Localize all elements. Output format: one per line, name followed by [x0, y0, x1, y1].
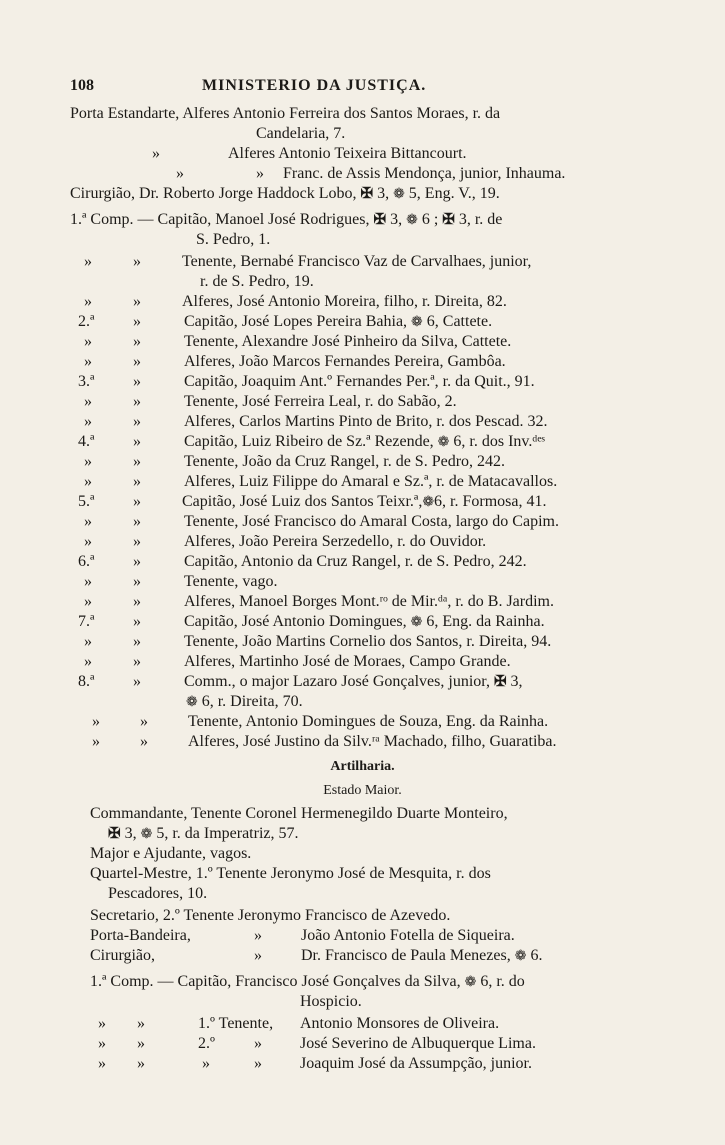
- cross-insignia-icon: ✠: [493, 674, 507, 690]
- porta-bandeira-name: João Antonio Fotella de Siqueira.: [301, 927, 515, 944]
- row-text: Capitão, José Lopes Pereira Bahia,: [184, 313, 408, 330]
- company1-captain: Capitão, Manoel José Rodrigues,: [157, 211, 370, 228]
- row-number: »: [84, 333, 92, 350]
- ditto-mark: »: [133, 253, 141, 270]
- tenente1-name: Antonio Monsores de Oliveira.: [300, 1015, 500, 1032]
- ditto-mark: »: [92, 733, 100, 750]
- company-label: 1.ª Comp. —: [70, 211, 154, 228]
- ditto-mark: »: [254, 1035, 262, 1052]
- commandante-line: Commandante, Tenente Coronel Hermenegildo Duarte Monteiro,: [90, 805, 508, 822]
- row-number: »: [84, 353, 92, 370]
- row-text: Capitão, José Antonio Domingues,: [184, 613, 407, 630]
- ditto-mark: »: [133, 333, 141, 350]
- page-header: [70, 77, 670, 99]
- cirurgiao-line: [70, 184, 500, 204]
- ditto-mark: »: [133, 473, 141, 490]
- ditto-mark: »: [92, 713, 100, 730]
- cross-insignia-icon: ✠: [360, 186, 374, 202]
- ditto-mark: »: [133, 573, 141, 590]
- company8-commander-cont: [186, 692, 303, 712]
- ditto-mark: »: [140, 733, 148, 750]
- ditto-mark: »: [133, 653, 141, 670]
- ditto-mark: »: [133, 293, 141, 310]
- ditto-mark: »: [98, 1015, 106, 1032]
- ditto-mark: »: [140, 713, 148, 730]
- ditto-mark: »: [133, 553, 141, 570]
- ditto-mark: »: [133, 613, 141, 630]
- artilharia-company1-cont: Hospicio.: [300, 993, 362, 1010]
- running-title: MINISTERIO DA JUSTIÇA.: [202, 77, 427, 94]
- list-item: Alferes, Martinho José de Moraes, Campo Grande.: [184, 653, 511, 670]
- row-text: Dr. Francisco de Paula Menezes,: [301, 947, 511, 964]
- ditto-mark: »: [133, 673, 141, 690]
- medal-insignia-icon: ❁: [411, 315, 423, 330]
- company8-tenente: Tenente, Antonio Domingues de Souza, Eng. da Rainha.: [188, 713, 549, 730]
- list-item: Tenente, José Francisco do Amaral Costa, largo do Capim.: [184, 513, 559, 530]
- alferes-line-2: Franc. de Assis Mendonça, junior, Inhauma.: [283, 165, 566, 182]
- medal-insignia-icon: ❁: [140, 827, 153, 842]
- tenente1-label: 1.º Tenente,: [198, 1015, 274, 1032]
- medal-insignia-icon: ❁: [410, 615, 423, 630]
- list-item: Tenente, vago.: [184, 573, 278, 590]
- quartel-mestre-line: Quartel-Mestre, 1.º Tenente Jeronymo José de Mesquita, r. dos: [90, 865, 491, 882]
- commandante-cont: [108, 824, 298, 844]
- porta-bandeira-label: Porta-Bandeira,: [90, 927, 191, 944]
- row-number: »: [84, 633, 92, 650]
- medal-insignia-icon: ❁: [393, 187, 405, 202]
- list-item: [184, 612, 545, 632]
- list-item: [182, 492, 547, 512]
- ditto-mark: »: [133, 533, 141, 550]
- row-number: »: [84, 533, 92, 550]
- medal-insignia-icon: ❁: [514, 949, 527, 964]
- cirurgiao-text: Cirurgião, Dr. Roberto Jorge Haddock Lobo,: [70, 185, 357, 202]
- artilharia-company1: [90, 972, 525, 992]
- ditto-mark: »: [98, 1055, 106, 1072]
- row-number: »: [84, 453, 92, 470]
- quartel-mestre-cont: Pescadores, 10.: [108, 885, 208, 902]
- ditto-mark: »: [98, 1035, 106, 1052]
- cross-count: 3,: [124, 825, 137, 842]
- ditto-mark: »: [254, 927, 262, 944]
- ditto-mark: »: [254, 1055, 262, 1072]
- list-item: [184, 432, 545, 452]
- company1-alferes: Alferes, José Antonio Moreira, filho, r. Direita, 82.: [182, 293, 507, 310]
- ditto-mark: »: [254, 947, 262, 964]
- ditto-mark: »: [133, 373, 141, 390]
- list-item: Alferes, João Pereira Serzedello, r. do Ouvidor.: [184, 533, 487, 550]
- list-item: Tenente, João Martins Cornelio dos Santos, r. Direita, 94.: [184, 633, 552, 650]
- medal-insignia-icon: ❁: [186, 695, 198, 710]
- ditto-mark: »: [84, 293, 92, 310]
- row-number: 6.ª: [78, 553, 95, 570]
- ditto-mark: »: [256, 165, 264, 182]
- row-number: »: [84, 593, 92, 610]
- cross-insignia-icon: ✠: [373, 212, 387, 228]
- ditto-mark: »: [133, 433, 141, 450]
- list-item: [184, 312, 492, 332]
- tenente2-label: 2.º: [198, 1035, 215, 1052]
- cirurgiao-name: [301, 946, 542, 966]
- cirurgiao-label: Cirurgião,: [90, 947, 156, 964]
- row-number: »: [84, 573, 92, 590]
- row-text-after: 6, Cattete.: [426, 313, 493, 330]
- cross-insignia-icon: ✠: [108, 826, 121, 842]
- alferes-line-1: Alferes Antonio Teixeira Bittancourt.: [228, 145, 467, 162]
- row-number: »: [84, 653, 92, 670]
- medal-insignia-icon: ❁: [437, 435, 450, 450]
- ditto-mark: »: [133, 413, 141, 430]
- medal-insignia-icon: ❁: [422, 495, 435, 510]
- row-number: 4.ª: [78, 433, 95, 450]
- ditto-mark: »: [84, 253, 92, 270]
- ditto-mark: »: [133, 453, 141, 470]
- company1-line: [70, 210, 502, 230]
- ditto-mark: »: [133, 353, 141, 370]
- ditto-mark: »: [202, 1055, 210, 1072]
- row-number: »: [84, 513, 92, 530]
- cross-count: 3,: [377, 185, 390, 202]
- row-text: 6, r. Direita, 70.: [201, 693, 303, 710]
- row-number: 2.ª: [78, 313, 95, 330]
- row-number: »: [84, 473, 92, 490]
- company8-commander: [184, 672, 523, 692]
- list-item: Tenente, José Ferreira Leal, r. do Sabão, 2.: [184, 393, 457, 410]
- row-text: Capitão, José Luiz dos Santos Teixr.ª,: [182, 493, 423, 510]
- major-line: Major e Ajudante, vagos.: [90, 845, 252, 862]
- row-text: Capitão, Luiz Ribeiro de Sz.ª Rezende,: [184, 433, 434, 450]
- list-item: Alferes, Manoel Borges Mont.ʳᵒ de Mir.ᵈᵃ, r. do B. Jardim.: [184, 593, 554, 610]
- ditto-mark: »: [133, 313, 141, 330]
- medal-insignia-icon: ❁: [464, 975, 477, 990]
- ditto-mark: »: [133, 393, 141, 410]
- porta-estandarte-line: Porta Estandarte, Alferes Antonio Ferreira dos Santos Moraes, r. da: [70, 105, 501, 122]
- row-text-after: 6.: [530, 947, 543, 964]
- row-text-after: 6, Eng. da Rainha.: [426, 613, 545, 630]
- row-text: Comm., o major Lazaro José Gonçalves, junior,: [184, 673, 490, 690]
- row-text-after: 6, r. Formosa, 41.: [434, 493, 547, 510]
- cross-count-address: 3, r. de: [458, 211, 503, 228]
- company1-tenente-cont: r. de S. Pedro, 19.: [200, 273, 314, 290]
- ditto-mark: »: [133, 593, 141, 610]
- medal-count: 5, Eng. V., 19.: [408, 185, 500, 202]
- company1-tenente: Tenente, Bernabé Francisco Vaz de Carvalhaes, junior,: [182, 253, 532, 270]
- list-item: Capitão, Antonio da Cruz Rangel, r. de S. Pedro, 242.: [184, 553, 527, 570]
- medal-count: 6 ;: [421, 211, 439, 228]
- ditto-mark: »: [176, 165, 184, 182]
- ditto-mark: »: [133, 633, 141, 650]
- list-item: Alferes, Luiz Filippe do Amaral e Sz.ª, r. de Matacavallos.: [184, 473, 558, 490]
- company1-captain-cont: S. Pedro, 1.: [196, 231, 271, 248]
- row-number: 7.ª: [78, 613, 95, 630]
- tenente2-name: José Severino de Albuquerque Lima.: [300, 1035, 536, 1052]
- row-number: 5.ª: [78, 493, 95, 510]
- secretario-line: Secretario, 2.º Tenente Jeronymo Francisco de Azevedo.: [90, 907, 451, 924]
- list-item: Tenente, Alexandre José Pinheiro da Silva, Cattete.: [184, 333, 512, 350]
- row-number: 3.ª: [78, 373, 95, 390]
- list-item: Alferes, João Marcos Fernandes Pereira, Gambôa.: [184, 353, 506, 370]
- row-text-after: 6, r. do: [480, 973, 525, 990]
- row-number: 8.ª: [78, 673, 95, 690]
- company8-alferes: Alferes, José Justino da Silv.ʳᵃ Machado, filho, Guaratiba.: [188, 733, 557, 750]
- section-title: Artilharia.: [330, 759, 395, 774]
- tenente3-name: Joaquim José da Assumpção, junior.: [300, 1055, 532, 1072]
- cross-count: 3,: [390, 211, 403, 228]
- ditto-mark: »: [133, 493, 141, 510]
- ditto-mark: »: [133, 513, 141, 530]
- row-text-after: 6, r. dos Inv.ᵈᵉˢ: [453, 433, 545, 450]
- cross-insignia-icon: ✠: [442, 212, 455, 228]
- list-item: Capitão, Joaquim Ant.º Fernandes Per.ª, r. da Quit., 91.: [184, 373, 535, 390]
- medal-insignia-icon: ❁: [406, 213, 418, 228]
- ditto-mark: »: [137, 1055, 145, 1072]
- porta-estandarte-cont: Candelaria, 7.: [256, 125, 346, 142]
- section-subtitle: Estado Maior.: [323, 783, 402, 798]
- cross-count: 3,: [510, 673, 523, 690]
- row-number: »: [84, 393, 92, 410]
- row-text: 1.ª Comp. — Capitão, Francisco José Gonçalves da Silva,: [90, 973, 461, 990]
- medal-count-address: 5, r. da Imperatriz, 57.: [156, 825, 299, 842]
- page-number: 108: [70, 77, 94, 94]
- list-item: Tenente, João da Cruz Rangel, r. de S. Pedro, 242.: [184, 453, 506, 470]
- ditto-mark: »: [137, 1035, 145, 1052]
- list-item: Alferes, Carlos Martins Pinto de Brito, r. dos Pescad. 32.: [184, 413, 548, 430]
- row-number: »: [84, 413, 92, 430]
- ditto-mark: »: [152, 145, 160, 162]
- ditto-mark: »: [137, 1015, 145, 1032]
